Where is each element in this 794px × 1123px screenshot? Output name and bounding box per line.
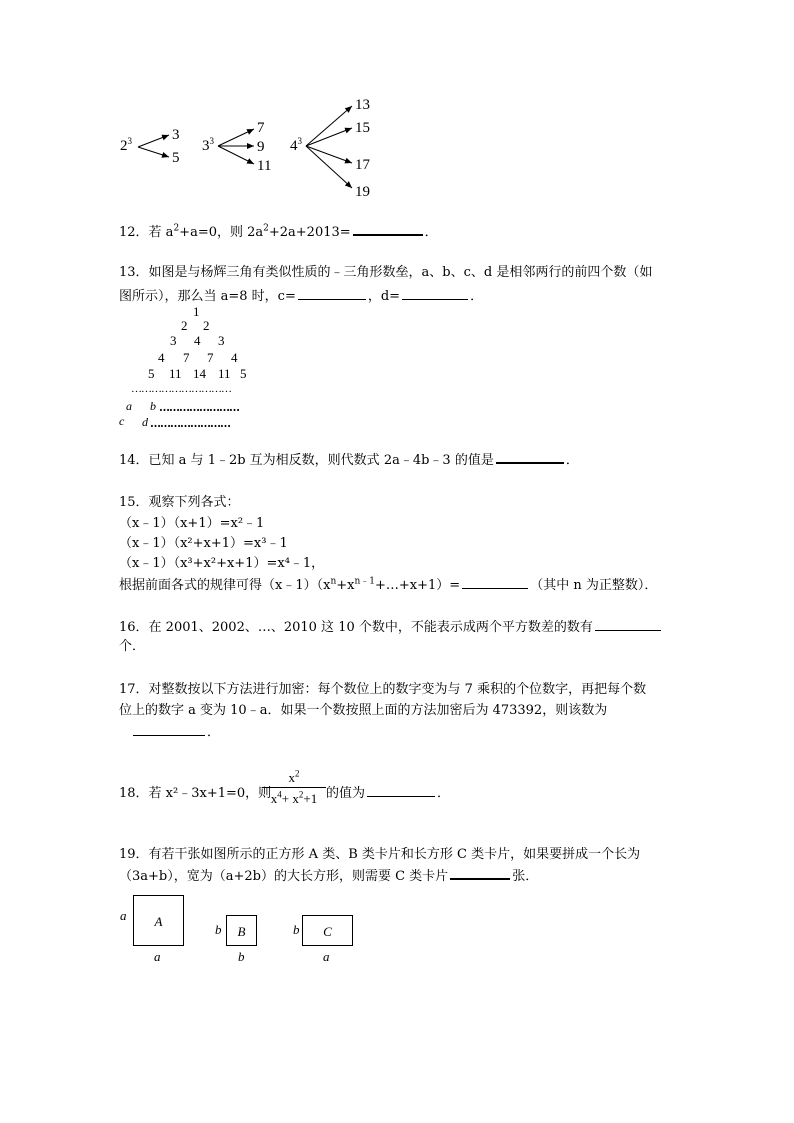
out-3: 3 xyxy=(172,127,180,143)
fraction-denominator: $x^4+ x^2+1$ xyxy=(270,789,318,806)
answer-blank-17[interactable] xyxy=(133,734,205,736)
arrow-line xyxy=(306,146,352,188)
out-15: 15 xyxy=(355,120,370,136)
question-17-line2: 位上的数字 a 变为 10﹣a．如果一个数按照上面的方法加密后为 473392，则该数为 xyxy=(119,703,608,718)
tri-cell: 11 xyxy=(218,366,231,381)
arrow-line xyxy=(138,147,169,157)
question-19-line2: （3a+b），宽为（a+2b）的大长方形，则需要 C 类卡片 张． xyxy=(119,869,539,884)
card-b: B xyxy=(226,915,257,946)
tri-a: a xyxy=(126,399,132,413)
answer-blank-14[interactable] xyxy=(496,461,564,464)
arrow-line xyxy=(218,129,254,146)
fraction-numerator: $x^2$ xyxy=(288,768,300,785)
question-12: 12．若 $a^2+a=0$，则 $2a^2+2a+2013=$ ． xyxy=(119,223,438,240)
question-18: 18．若 x²﹣3x+1=0，则 xyxy=(119,786,272,801)
answer-blank-18[interactable] xyxy=(367,795,435,797)
card-c: C xyxy=(302,915,353,946)
tri-dots: ………………………… xyxy=(131,383,231,395)
out-11: 11 xyxy=(257,158,272,174)
tri-cell: 4 xyxy=(231,350,238,365)
card-a-bottom-label: a xyxy=(154,949,161,964)
tri-cell: 3 xyxy=(170,333,177,348)
arrows-svg xyxy=(0,0,794,220)
arrow-line xyxy=(138,135,169,147)
tri-cell: 2 xyxy=(203,318,210,333)
out-19: 19 xyxy=(355,184,370,200)
tri-cell: 1 xyxy=(193,304,200,319)
question-15-eq2: （x﹣1）（x²+x+1）=x³﹣1 xyxy=(119,536,288,551)
out-7: 7 xyxy=(257,120,265,136)
fraction-bar xyxy=(262,787,326,788)
answer-blank-15[interactable] xyxy=(462,587,528,589)
out-17: 17 xyxy=(355,157,370,173)
tri-cell: 14 xyxy=(193,366,206,381)
tri-b: b xyxy=(150,399,156,413)
question-15-eq3: （x﹣1）（x³+x²+x+1）=x⁴﹣1， xyxy=(119,556,325,571)
tri-cell: 11 xyxy=(169,366,182,381)
tri-dots: …………………… xyxy=(159,401,239,414)
base-4: $4^3$ xyxy=(290,136,302,154)
arrow-line xyxy=(306,106,352,146)
answer-blank-12[interactable] xyxy=(353,233,423,236)
question-16-line1: 16．在 2001、2002、…、2010 这 10 个数中，不能表示成两个平方数差的数有 xyxy=(119,621,663,634)
question-15-last: 根据前面各式的规律可得$(x﹣1)(x^n+x^{n﹣1}+\dots+x+1)=$ （其中 n 为正整数）． xyxy=(119,576,658,593)
tri-cell: 3 xyxy=(218,333,225,348)
answer-blank-16[interactable] xyxy=(595,629,661,631)
card-c-bottom-label: a xyxy=(323,949,330,964)
card-c-side-label: b xyxy=(293,922,300,937)
question-15-line1: 15．观察下列各式： xyxy=(119,495,240,510)
answer-blank-13-d[interactable] xyxy=(402,298,468,300)
card-a: A xyxy=(133,895,184,946)
tri-cell: 4 xyxy=(158,350,165,365)
base-3: $3^3$ xyxy=(202,136,214,154)
fraction xyxy=(262,768,326,806)
tri-cell: 5 xyxy=(148,366,155,381)
question-18-tail: 的值为 ． xyxy=(326,786,451,801)
out-5: 5 xyxy=(172,150,180,166)
out-13: 13 xyxy=(355,97,370,113)
tri-cell: 7 xyxy=(183,350,190,365)
answer-blank-19[interactable] xyxy=(450,877,510,880)
tri-cell: 7 xyxy=(207,350,214,365)
arrow-line xyxy=(218,146,254,164)
tri-cell: 2 xyxy=(181,318,188,333)
out-9: 9 xyxy=(257,139,265,155)
question-13-line2: 图所示），那么当 a=8 时，c= ，d= ． xyxy=(119,289,484,304)
tri-d: d xyxy=(142,415,148,429)
question-17-line3: ． xyxy=(131,726,220,739)
tri-cell: 5 xyxy=(240,366,247,381)
question-17-line1: 17．对整数按以下方法进行加密：每个数位上的数字变为与 7 乘积的个位数字，再把每个数 xyxy=(119,682,647,697)
question-13-line1: 13．如图是与杨辉三角有类似性质的﹣三角形数垒，a、b、c、d 是相邻两行的前四个数（如 xyxy=(119,265,653,280)
card-a-side-label: a xyxy=(120,908,127,923)
question-15-eq1: （x﹣1）（x+1）=x²﹣1 xyxy=(119,516,265,531)
question-16-line2: 个． xyxy=(119,639,146,654)
card-b-side-label: b xyxy=(215,922,222,937)
arrow-line xyxy=(306,128,352,146)
arrow-line xyxy=(306,146,352,163)
question-19-line1: 19．有若干张如图所示的正方形 A 类、B 类卡片和长方形 C 类卡片，如果要拼成一个长为 xyxy=(119,847,641,862)
base-2: $2^3$ xyxy=(120,136,132,154)
tri-dots: …………………… xyxy=(150,417,230,430)
answer-blank-13-c[interactable] xyxy=(298,298,366,300)
tri-c: c xyxy=(119,414,125,428)
question-14: 14．已知 a 与 1﹣2b 互为相反数，则代数式 2a﹣4b﹣3 的值是 ． xyxy=(119,453,579,468)
card-b-bottom-label: b xyxy=(238,949,245,964)
tri-cell: 4 xyxy=(194,333,201,348)
